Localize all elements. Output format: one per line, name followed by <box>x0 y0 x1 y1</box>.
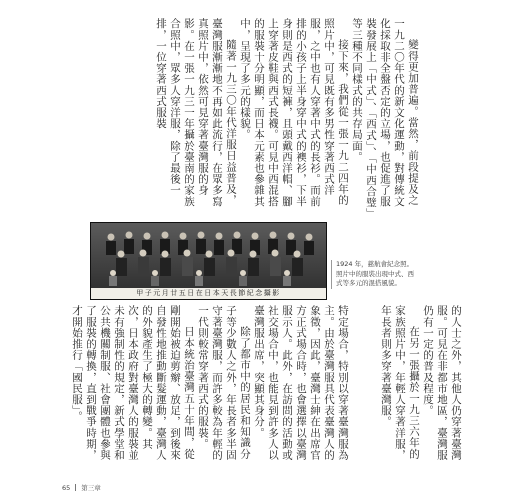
group-photo <box>90 222 327 300</box>
bottom-right-text-block <box>358 305 463 470</box>
body-paragraph: 的人士之外，其他人仍穿著臺灣服。可見在非都市地區，臺灣服仍有一定的普及程度。 <box>422 305 462 461</box>
body-paragraph: 日本統治臺灣五十年間，從剛開始被迫剪辮、放足，到後來自發性地推動斷髮運動，臺灣人的外貌產生了極大的轉變。其次，日本政府對臺灣人的服裝並未有強制性的規定，新式學堂和公共機關制服、社會團體也參與了服裝的轉換，直到戰爭時期，才開始推行「國民服」。 <box>71 305 195 461</box>
page-number: 65 <box>62 484 71 492</box>
bottom-left-text-block <box>71 305 350 470</box>
body-paragraph: 隨著一九三〇年代洋服日益普及，臺灣服漸漸地不再如此流行，在眾多寫真照片中，依然可見穿著臺灣服的身影。在一張一九三一年攝於臺南的家族合照中，眾多人穿洋服，除了最後一排，一位穿著西式服裝 <box>155 18 237 207</box>
photo-caption: 1924 年，慈航會紀念照。照片中的服裝出現中式、西式等多元的混搭風貌。 <box>331 260 414 289</box>
page-footer <box>62 483 101 492</box>
body-paragraph: 特定場合，特別以穿著臺灣服為主。由於臺灣服具代表臺灣人的象徵，因此，臺灣士紳在出席官方正式場合時，也會選擇以臺灣服示人。此外，在訪問的活動或社交場合中，也能見到許多人以臺灣服出席，突顯其身分。 <box>253 305 349 461</box>
top-text-block <box>90 18 420 216</box>
body-paragraph: 除了都市中的居民和知識分子等少數人之外，年長者多半固守著臺灣服，而許多較為年輕的一代則較常穿著西式的服裝。 <box>197 305 251 461</box>
chapter-label: 第三章 <box>81 484 101 492</box>
footer-divider <box>75 484 76 491</box>
body-paragraph: 接下來，我們從一張一九二四年的照片中，可見既有多男性穿著西式洋服，之中也有人穿著中式的長衫。而前排的小孩子上半身穿中式的襖衫，下半身則是西式的短褲，且頭戴西洋帽、腳上穿著皮鞋與西式長襪。可見中西混搭的服裝十分明顯，而日本元素也參雜其中，呈現了多元的樣貌。 <box>239 18 349 207</box>
photo-inscription: 甲子元月廿五日在日本天長節紀念攝影 <box>91 288 326 299</box>
body-paragraph: 在另一張攝於一九三六年的家族照片中，年輕人穿著洋服，年長者則多穿著臺灣服。 <box>380 305 420 461</box>
body-paragraph: 變得更加普遍。當然，前段提及之一九二〇年代的新文化運動，對傳統文化採取非全盤否定的立場，也促進了服裝發展上「中式」、「西式」、「中西合璧」等三種不同樣式的共存局面。 <box>351 18 419 214</box>
